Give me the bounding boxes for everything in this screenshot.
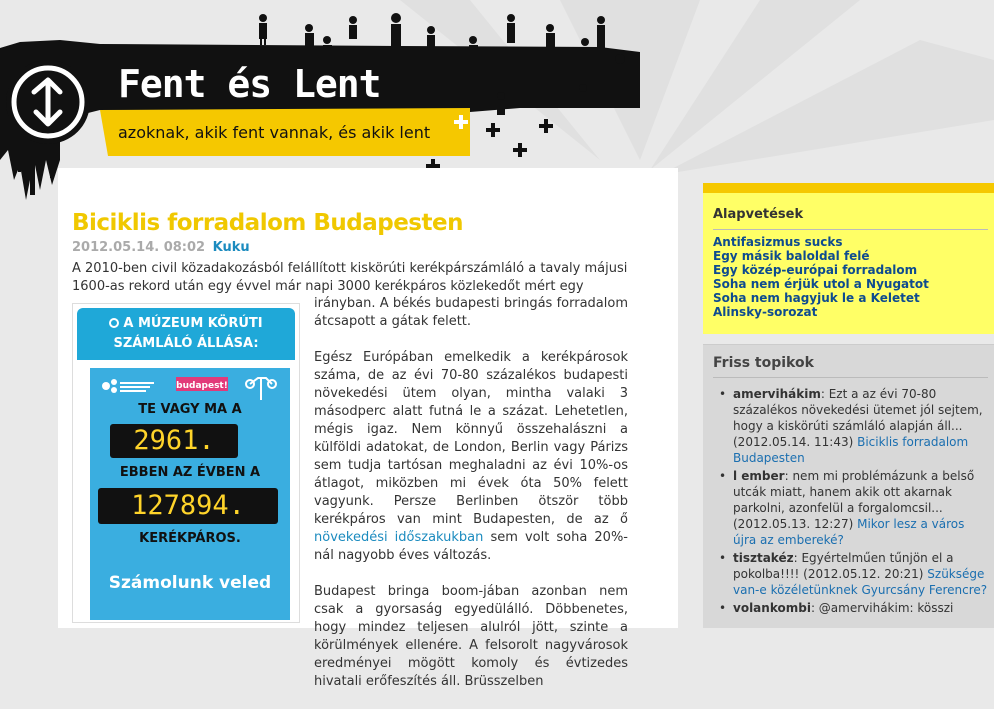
post-author-link[interactable]: Kuku [212,240,250,255]
post-intro: A 2010-ben civil közadakozásból felállított kiskörúti kerékpárszámláló a tavaly májusi 1600-as rekord után egy évvel már napi 3000 kerékpáros közlekedőt mért egy [72,261,628,294]
budapest-logo-text: budapest! [176,381,228,391]
basics-link[interactable]: Soha nem hagyjuk le a Keletet [713,291,920,305]
post-meta [72,240,250,255]
topic-link[interactable]: Biciklis forradalom Budapesten [733,435,969,465]
list-item [713,249,929,263]
list-item [715,550,989,598]
comment-text: : Ezt a az évi 70-80 százalékos növekedési ütemet jól sejtem, hogy a kiskörúti számláló alapján áll... (2012.05.14. 11:43) [733,387,983,449]
post-paragraph: Budapest bringa boom-jában azonban nem csak a gyorsaság egyedülálló. Döbbenetes, hogy mindez teljesen alulról jött, szinte a körülmények ellenére. A felsorolt nagyvárosok eredményei mögött komoly és évtizedes hivatali erőfeszítés áll. Brüsszelben [314,584,628,689]
list-item [713,263,929,277]
counter-label-today: TE VAGY MA A [138,402,242,417]
post-paragraph: Egész Európában emelkedik a kerékpárosok száma, de az évi 70-80 százalékos budapesti növekedési ütem olyan, mintha valaki 3 másodperc alatt futná le a százat. Lehetetlen, mégis igaz. Nem könnyű összehalászni a külföldi adatokat, de London, Berlin vagy Párizs sem tudja tartósan meghaladni az évi 10%-os átlagot, miközben mi évek óta 50% felett vagyunk. Persze Berlinben ötször több kerékpáros van mint Budapesten, de az ő növekedési időszakukban sem volt soha 20%-nál nagyobb éves változás. [314,350,628,563]
site-tagline: azoknak, akik fent vannak, és akik lent [118,123,431,142]
basics-box [703,183,994,334]
list-item [713,235,929,249]
ministry-logo-icon [102,379,154,393]
recent-topics-title: Friss topikok [713,355,814,371]
basics-link[interactable]: Soha nem érjük utol a Nyugatot [713,277,929,291]
bike-counter-widget [72,303,300,623]
topic-link[interactable]: Szüksége van-e közéletünknek Gyurcsány Ferencre? [733,567,988,597]
basics-link[interactable]: Egy másik baloldal felé [713,249,870,263]
partner-logos [96,374,284,404]
basics-title: Alapvetések [713,207,804,222]
list-item [713,305,929,319]
basics-link[interactable]: Egy közép-európai forradalom [713,263,918,277]
counter-slogan: Számolunk veled [108,573,272,593]
topic-link[interactable]: Mikor lesz a város újra az embereké? [733,517,965,547]
widget-header [77,308,295,360]
list-item [713,291,929,305]
post-body [314,295,628,709]
basics-link[interactable]: Alinsky-sorozat [713,305,818,319]
up-down-arrow-icon [28,78,68,126]
divider [713,377,988,378]
comment-text: : Egyértelműen tűnjön el a pokolba!!!! (2012.05.12. 20:21) [733,551,954,581]
counter-year: 127894. [98,488,278,524]
site-title[interactable]: Fent és Lent [118,62,381,106]
circle-bullet-icon [109,318,119,328]
basics-list [713,235,929,319]
recent-topics-list [715,386,989,618]
comment-text: : @amervihákim: kösszi [810,601,954,615]
recent-topics-box [703,344,994,628]
post-date: 2012.05.14. 08:02 [72,240,206,255]
bike-icon [246,378,276,400]
post-area [58,168,678,689]
comment-user[interactable]: l ember [733,469,785,483]
comment-text: : nem mi problémázunk a belső utcák miatt, hanem akik ott akarnak parkolni, azonfelül a forgalomcsil... (2012.05.13. 12:27) [733,469,975,531]
list-item [715,468,989,548]
comment-user[interactable]: volankombi [733,601,811,615]
counter-label-cyclists: KERÉKPÁROS. [139,531,241,546]
post-paragraph: irányban. A békés budapesti bringás forradalom átcsapott a gátak felett. [314,296,628,329]
growth-period-link[interactable]: növekedési időszakukban [314,530,484,545]
list-item [715,386,989,466]
widget-header-text: A MÚZEUM KÖRÚTI SZÁMLÁLÓ ÁLLÁSA: [113,316,263,351]
comment-user[interactable]: tisztakéz [733,551,794,565]
counter-label-year: EBBEN AZ ÉVBEN A [119,465,261,480]
post-title[interactable]: Biciklis forradalom Budapesten [72,210,463,236]
list-item [713,277,929,291]
basics-link[interactable]: Antifasizmus sucks [713,235,843,249]
list-item [715,600,989,616]
comment-user[interactable]: amervihákim [733,387,821,401]
counter-banner[interactable] [90,368,290,620]
counter-today: 2961. [110,424,238,458]
divider [713,229,988,230]
